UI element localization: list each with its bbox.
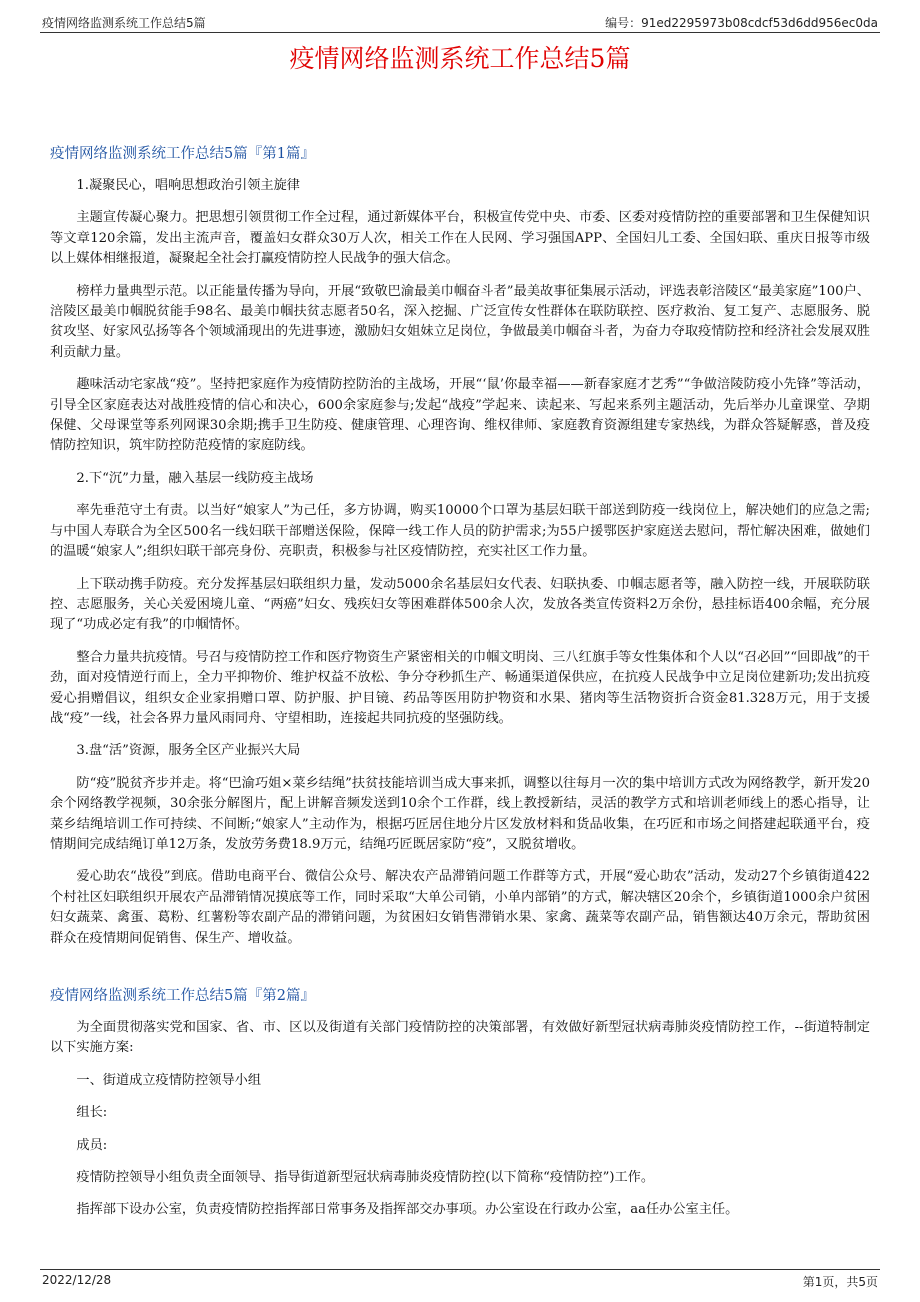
paragraph: 成员: bbox=[76, 1137, 108, 1153]
paragraph: 组长: bbox=[76, 1105, 108, 1121]
paragraph: 3.盘“活”资源，服务全区产业振兴大局 bbox=[76, 743, 301, 759]
paragraph: 一、街道成立疫情防控领导小组 bbox=[76, 1072, 262, 1088]
paragraph: 率先垂范守土有责。以当好“娘家人”为己任，多方协调，购买10000个口罩为基层妇联干部送到防疫一线岗位上，解决她们的应急之需;与中国人寿联合为全区500名一线妇联干部赠送保险，保障一线工作人员的防护需求;为55户援鄂医护家庭送去慰问，帮忙解决困难，做她们的温暖“娘家人”;组织妇联干部亮身份、亮职责，积极参与社区疫情防控，充实社区工作力量。 bbox=[50, 503, 870, 560]
page-header bbox=[40, 12, 880, 33]
section-2-heading[interactable]: 疫情网络监测系统工作总结5篇『第2篇』 bbox=[50, 988, 315, 1004]
footer-page-number: 第1页，共5页 bbox=[802, 1275, 878, 1289]
header-doc-name: 疫情网络监测系统工作总结5篇 bbox=[42, 16, 206, 30]
paragraph: 榜样力量典型示范。以正能量传播为导向，开展“致敬巴渝最美巾帼奋斗者”最美故事征集展示活动，评选表彰涪陵区“最美家庭”100户、涪陵区最美巾帼脱贫能手98名、最美巾帼扶贫志愿者50名，深入挖掘、广泛宣传女性群体在联防联控、医疗救治、复工复产、志愿服务、脱贫攻坚、好家风弘扬等各个领域涌现出的先进事迹，激励妇女姐妹立足岗位，争做最美巾帼奋斗者，为奋力夺取疫情防控和经济社会发展双胜利贡献力量。 bbox=[50, 283, 870, 360]
paragraph: 主题宣传凝心聚力。把思想引领贯彻工作全过程，通过新媒体平台，积极宣传党中央、市委、区委对疫情防控的重要部署和卫生保健知识等文章120余篇，发出主流声音，覆盖妇女群众30万人次，相关工作在人民网、学习强国APP、全国妇儿工委、全国妇联、重庆日报等市级以上媒体相继报道，凝聚起全社会打赢疫情防控人民战争的强大信念。 bbox=[50, 210, 870, 267]
footer-date: 2022/12/28 bbox=[42, 1273, 112, 1287]
document-body bbox=[50, 143, 870, 1233]
paragraph: 为全面贯彻落实党和国家、省、市、区以及街道有关部门疫情防控的决策部署，有效做好新型冠状病毒肺炎疫情防控工作，--街道特制定以下实施方案: bbox=[50, 1020, 870, 1056]
paragraph: 指挥部下设办公室，负责疫情防控指挥部日常事务及指挥部交办事项。办公室设在行政办公室，aa任办公室主任。 bbox=[76, 1202, 739, 1218]
paragraph: 1.凝聚民心，唱响思想政治引领主旋律 bbox=[76, 178, 300, 193]
paragraph: 爱心助农“战役”到底。借助电商平台、微信公众号、解决农产品滞销问题工作群等方式，开展“爱心助农”活动，发动27个乡镇街道422个村社区妇联组织开展农产品滞销情况摸底等工作，同时采取“大单公司销，小单内部销”的方式，解决辖区20余个，乡镇街道1000余户贫困妇女蔬菜、禽蛋、葛粉、红薯粉等农副产品的滞销问题，为贫困妇女销售滞销水果、家禽、蔬菜等农副产品，销售额达40万余元，帮助贫困群众在疫情期间促销售、保生产、增收益。 bbox=[50, 869, 870, 946]
paragraph: 防“疫”脱贫齐步并走。将“巴渝巧姐×菜乡结绳”扶贫技能培训当成大事来抓，调整以往每月一次的集中培训方式改为网络教学，新开发20余个网络教学视频，30余张分解图片，配上讲解音频发送到10余个工作群，线上教授新结，灵活的教学方式和培训老师线上的悉心指导，让菜乡结绳培训工作可持续、不间断;“娘家人”主动作为，根据巧匠居住地分片区发放材料和货品收集，在巧匠和市场之间搭建起联通平台，疫情期间完成结绳订单12万条，发放劳务费18.9万元，结绳巧匠既居家防“疫”，又脱贫增收。 bbox=[50, 775, 870, 852]
paragraph: 趣味活动宅家战“疫”。坚持把家庭作为疫情防控防治的主战场，开展“‘鼠’你最幸福——新春家庭才艺秀”“争做涪陵防疫小先锋”等活动，引导全区家庭表达对战胜疫情的信心和决心，600余家庭参与;发起“战疫”学起来、读起来、写起来系列主题活动，先后举办儿童课堂、孕期保健、父母课堂等系列网课30余期;携手卫生防疫、健康管理、心理咨询、维权律师、家庭教育资源组建专家热线，为群众答疑解惑，普及疫情防控知识，筑牢防控防范疫情的家庭防线。 bbox=[50, 377, 870, 454]
header-doc-id: 编号：91ed2295973b08cdcf53d6dd956ec0da bbox=[605, 16, 878, 30]
page-footer bbox=[40, 1269, 880, 1289]
paragraph: 整合力量共抗疫情。号召与疫情防控工作和医疗物资生产紧密相关的巾帼文明岗、三八红旗手等女性集体和个人以“召必回”“回即战”的干劲，面对疫情逆行而上，全力平抑物价、维护权益不放松、争分夺秒抓生产、畅通渠道保供应，在抗疫人民战争中立足岗位建新功;发出抗疫爱心捐赠倡议，组织女企业家捐赠口罩、防护服、护目镜、药品等医用防护物资和水果、猪肉等生活物资折合资金81.328万元，用于支援战“疫”一线，社会各界力量风雨同舟、守望相助，连接起共同抗疫的坚强防线。 bbox=[50, 649, 870, 726]
paragraph: 2.下“沉”力量，融入基层一线防疫主战场 bbox=[76, 470, 314, 486]
document-title: 疫情网络监测系统工作总结5篇 bbox=[289, 44, 631, 73]
section-1-heading[interactable]: 疫情网络监测系统工作总结5篇『第1篇』 bbox=[50, 146, 315, 162]
paragraph: 上下联动携手防疫。充分发挥基层妇联组织力量，发动5000余名基层妇女代表、妇联执委、巾帼志愿者等，融入防控一线，开展联防联控、志愿服务，关心关爱困境儿童、“两癌”妇女、残疾妇女等困难群体500余人次，发放各类宣传资料2万余份，悬挂标语400余幅，充分展现了“功成必定有我”的巾帼情怀。 bbox=[50, 576, 870, 633]
paragraph: 疫情防控领导小组负责全面领导、指导街道新型冠状病毒肺炎疫情防控(以下简称“疫情防控”)工作。 bbox=[76, 1170, 655, 1186]
